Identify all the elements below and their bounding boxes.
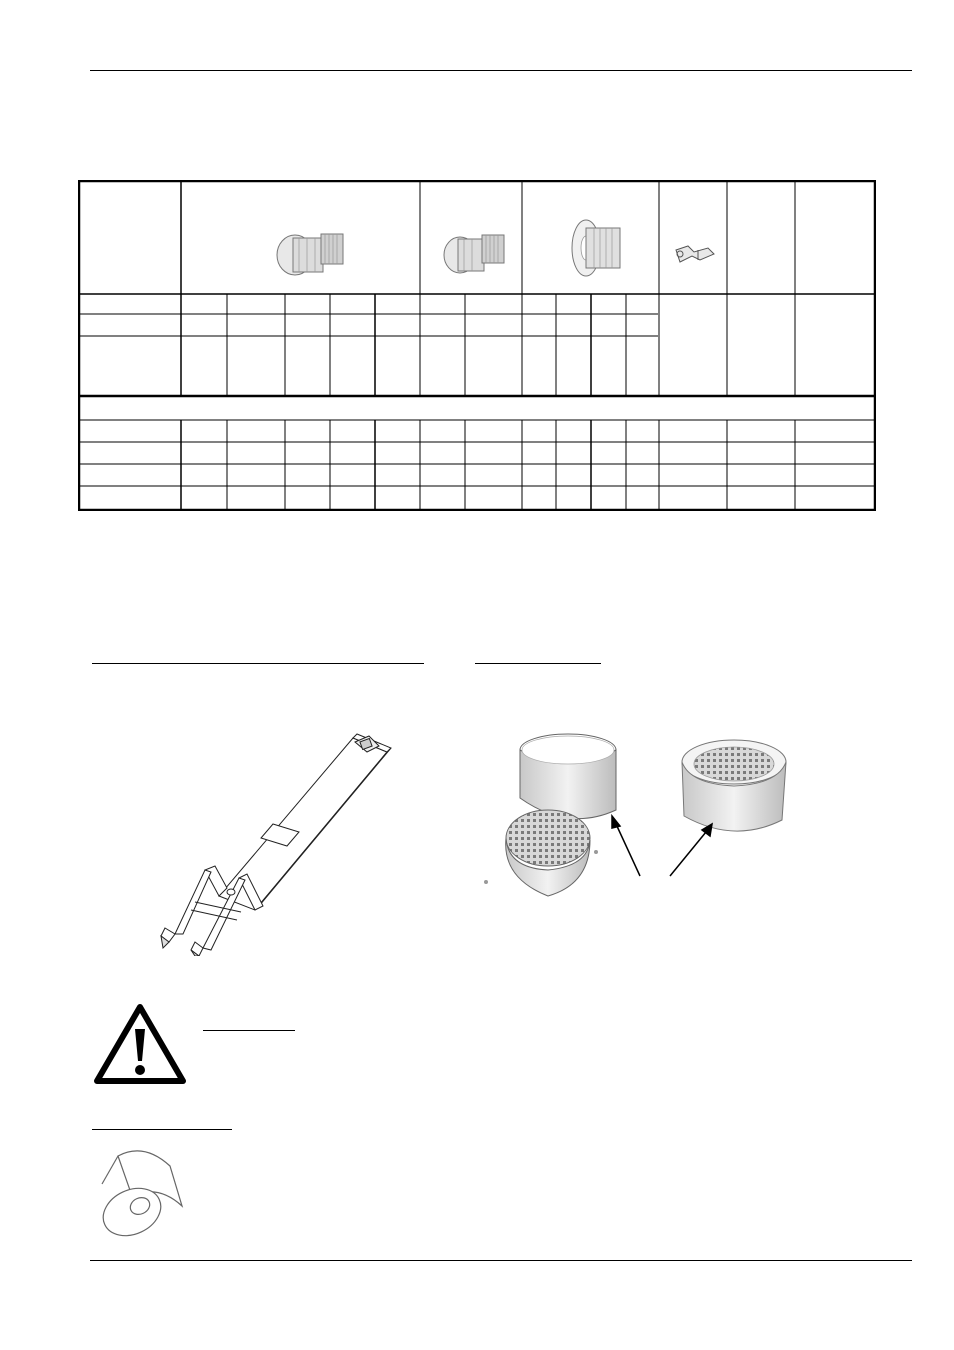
earth-clip-icon (676, 246, 714, 262)
header-rule (90, 70, 912, 71)
cable-gland-small-icon (444, 235, 504, 273)
grille-cover (484, 810, 598, 896)
table-grid (78, 180, 876, 511)
ferrite-heading (92, 1129, 232, 1130)
fan-cover-heading (475, 663, 601, 664)
fan-cover-illustration (478, 728, 798, 898)
warning-triangle-icon (93, 1003, 187, 1085)
warning-heading (203, 1030, 295, 1031)
mounting-bracket-illustration (155, 728, 395, 956)
cable-gland-large-icon (277, 234, 343, 275)
blanking-plug-icon (572, 220, 620, 276)
kit-contents-table (78, 180, 876, 511)
footer-rule (90, 1260, 912, 1261)
mounting-bracket-heading (92, 663, 424, 664)
ferrite-core-icon (98, 1144, 190, 1238)
spacer-ring (520, 734, 616, 819)
assembled-cover (682, 740, 786, 831)
